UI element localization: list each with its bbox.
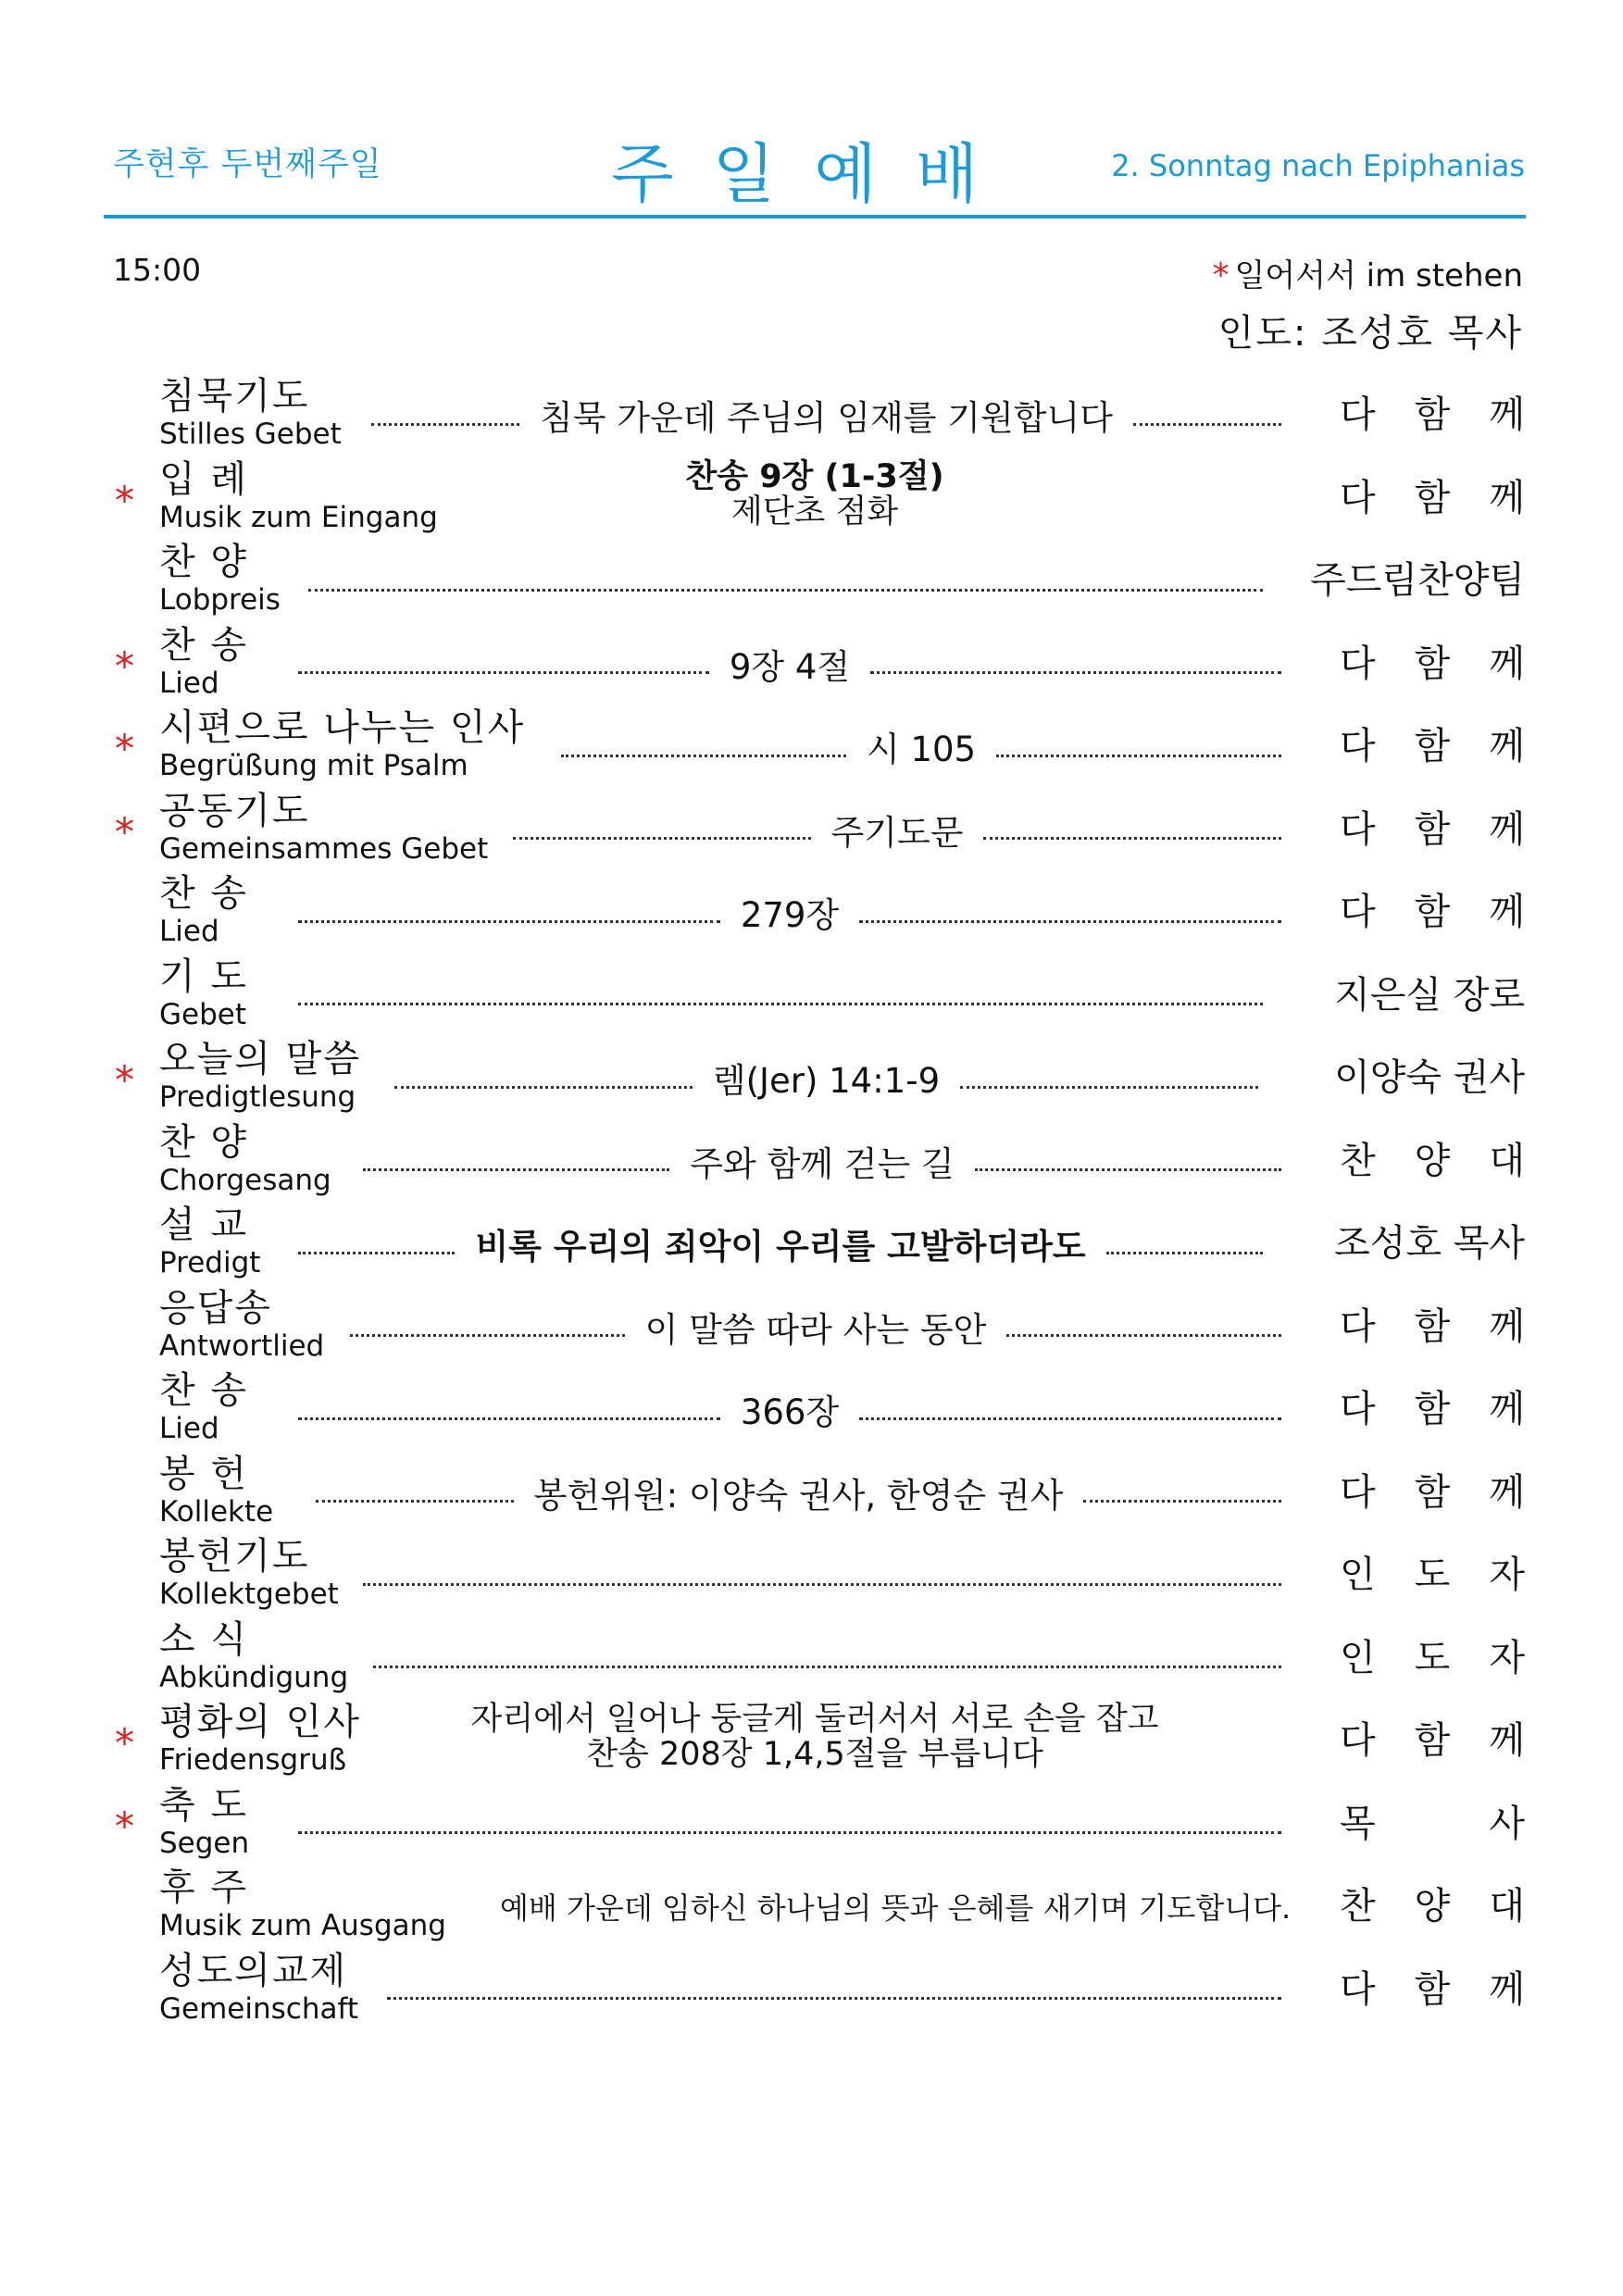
- item-detail-text: 366장: [740, 1392, 840, 1432]
- item-names: [159, 1037, 361, 1113]
- dot-leader-line: [960, 1067, 1258, 1089]
- item-leader-char: 께: [1489, 725, 1525, 767]
- item-title-german: Stilles Gebet: [159, 418, 342, 451]
- item-leader-char: 함: [1414, 393, 1451, 436]
- item-leader-char: 목: [1340, 1802, 1376, 1845]
- dot-leader-line: [975, 1150, 1281, 1171]
- item-title-german: Lied: [159, 666, 219, 700]
- dot-leader-line: [316, 1481, 514, 1503]
- dot-leader: [507, 807, 1287, 852]
- item-detail-text: 봉헌위원: 이양숙 권사, 한영순 권사: [533, 1475, 1064, 1516]
- item-names: [159, 1452, 273, 1528]
- dot-leader-line: [363, 1565, 1281, 1586]
- item-names: [159, 871, 248, 947]
- item-leader: [1340, 642, 1525, 686]
- item-leader-char: 대: [1489, 1139, 1525, 1182]
- item-leader: [1340, 1304, 1525, 1349]
- item-leader-char: 께: [1489, 476, 1525, 519]
- item-leader-char: 다: [1340, 642, 1376, 685]
- item-title-korean: 찬 양: [159, 1120, 248, 1164]
- stand-asterisk-icon: *: [115, 1720, 134, 1766]
- program-row: [0, 454, 1623, 537]
- program-row: [0, 1282, 1623, 1366]
- item-names: [159, 623, 248, 699]
- item-names: [159, 1120, 331, 1196]
- item-title-german: Predigtlesung: [159, 1080, 356, 1114]
- item-leader: [1340, 476, 1525, 520]
- dot-leader-line: [859, 1399, 1281, 1420]
- item-names: [159, 540, 281, 616]
- dot-leader-line: [298, 984, 1263, 1005]
- dot-leader-line: [350, 1316, 625, 1337]
- dot-leader-line: [996, 736, 1281, 757]
- standing-note-text: 일어서서 im stehen: [1234, 257, 1523, 294]
- dot-leader-line: [298, 902, 720, 923]
- program-row: [0, 702, 1623, 785]
- page-title: 주일예배: [611, 136, 1017, 212]
- dot-leader-line: [298, 1233, 455, 1254]
- item-title-korean: 후 주: [159, 1866, 248, 1909]
- dot-leader-line: [298, 1813, 1281, 1834]
- item-leader-char: 자: [1489, 1636, 1525, 1679]
- dot-leader-line: [1106, 1233, 1263, 1254]
- item-leader-char: 함: [1414, 1304, 1451, 1348]
- item-title-german: Segen: [159, 1826, 250, 1860]
- dot-leader-line: [373, 1647, 1281, 1668]
- item-leader-char: 도: [1414, 1554, 1451, 1596]
- item-leader-char: 찬: [1340, 1885, 1376, 1928]
- item-names: [159, 1534, 339, 1610]
- order-of-service: [0, 370, 1623, 2028]
- item-names: [159, 374, 342, 450]
- item-title-german: Antwortlied: [159, 1329, 325, 1363]
- dot-leader: [293, 1387, 1287, 1431]
- program-row: [0, 1199, 1623, 1282]
- dot-leader: [293, 973, 1268, 1017]
- program-row: [0, 1779, 1623, 1863]
- item-names: [159, 1286, 324, 1362]
- dot-leader: [556, 724, 1287, 768]
- item-leader-char: 다: [1340, 476, 1376, 519]
- item-title-korean: 찬 송: [159, 872, 248, 915]
- stand-asterisk-icon: *: [115, 477, 134, 523]
- item-detail-text: 9장 4절: [729, 646, 851, 687]
- item-leader-char: 께: [1489, 1719, 1525, 1762]
- item-detail-text: 예배 가운데 임하신 하나님의 뜻과 은혜를 새기며 기도합니다.: [500, 1890, 1292, 1926]
- dot-leader-line: [1006, 1316, 1281, 1337]
- dot-leader-line: [1133, 405, 1281, 426]
- item-detail-text: 279장: [740, 895, 840, 935]
- dot-leader-line: [387, 1978, 1281, 2000]
- item-names: [159, 457, 438, 533]
- dot-leader: [368, 1636, 1287, 1680]
- dot-leader-line: [983, 818, 1281, 840]
- item-leader: 주드림찬양팀: [1310, 559, 1525, 602]
- program-row: [0, 1033, 1623, 1117]
- dot-leader-line: [371, 405, 519, 426]
- item-leader-char: 함: [1414, 642, 1451, 685]
- dot-leader: [389, 1055, 1264, 1100]
- item-leader-char: 대: [1489, 1885, 1525, 1928]
- dot-leader-line: [298, 653, 709, 674]
- item-leader-char: 께: [1489, 642, 1525, 685]
- service-leader: 인도: 조성호 목사: [1217, 312, 1523, 355]
- dot-leader: [293, 1802, 1287, 1846]
- item-leader: [1340, 1884, 1525, 1928]
- header-divider: [104, 215, 1526, 218]
- item-names: [159, 1949, 358, 2025]
- item-names: [159, 955, 248, 1030]
- item-leader: [1340, 807, 1525, 852]
- item-leader: 지은실 장로: [1334, 973, 1525, 1017]
- item-leader-char: 함: [1414, 1388, 1451, 1430]
- stand-asterisk-icon: *: [115, 1057, 134, 1103]
- item-title-german: Gebet: [159, 997, 246, 1031]
- dot-leader: [357, 1553, 1287, 1597]
- item-title-german: Kollekte: [159, 1494, 274, 1529]
- item-names: [159, 789, 488, 865]
- dot-leader-line: [394, 1067, 693, 1089]
- item-detail-line: 자리에서 일어나 둥글게 둘러서서 서로 손을 잡고: [470, 1701, 1159, 1738]
- item-detail-text: 주기도문: [830, 812, 964, 853]
- item-title-german: Musik zum Ausgang: [159, 1909, 446, 1942]
- item-leader: [1340, 1553, 1525, 1597]
- item-leader-char: 인: [1340, 1554, 1376, 1596]
- liturgical-week-korean: 주현후 두번째주일: [113, 146, 382, 183]
- item-title-korean: 입 례: [159, 457, 248, 501]
- item-title-korean: 소 식: [159, 1617, 248, 1661]
- dot-leader: [303, 558, 1268, 603]
- liturgical-week-german: 2. Sonntag nach Epiphanias: [1111, 148, 1525, 183]
- item-detail-line: 찬송 9장 (1-3절): [685, 457, 944, 495]
- dot-leader: [344, 1304, 1287, 1349]
- item-leader-char: 양: [1414, 1139, 1451, 1182]
- item-leader-char: 다: [1340, 1388, 1376, 1430]
- item-leader-char: 께: [1489, 393, 1525, 436]
- dot-leader: [293, 890, 1287, 934]
- item-leader-char: 사: [1489, 1802, 1525, 1845]
- item-title-german: Kollektgebet: [159, 1578, 339, 1611]
- dot-leader-line: [513, 818, 811, 840]
- item-leader-char: 양: [1414, 1885, 1451, 1928]
- item-title-korean: 봉 헌: [159, 1452, 248, 1495]
- item-leader: 이양숙 권사: [1334, 1056, 1525, 1099]
- item-title-korean: 기 도: [159, 955, 248, 998]
- item-title-korean: 성도의교제: [159, 1949, 348, 1992]
- item-leader-char: 함: [1414, 1967, 1451, 2011]
- item-leader-char: 께: [1489, 1470, 1525, 1514]
- dot-leader-line: [859, 902, 1281, 923]
- item-leader-char: 함: [1414, 891, 1451, 933]
- item-detail-text: 비록 우리의 죄악이 우리를 고발하더라도: [475, 1227, 1086, 1267]
- item-leader-char: 다: [1340, 1719, 1376, 1762]
- item-leader: [1340, 1636, 1525, 1680]
- dot-leader-line: [308, 570, 1263, 592]
- dot-leader: [293, 642, 1287, 686]
- item-names: [159, 1700, 361, 1776]
- program-row: [0, 1117, 1623, 1200]
- item-title-german: Friedensgruß: [159, 1743, 347, 1777]
- standing-note: [1212, 250, 1523, 295]
- item-leader: [1340, 1802, 1525, 1846]
- item-title-german: Chorgesang: [159, 1163, 331, 1197]
- item-detail-text: 이 말씀 따라 사는 동안: [644, 1309, 987, 1350]
- item-title-korean: 시편으로 나누는 인사: [159, 706, 526, 749]
- item-leader-char: 다: [1340, 1967, 1376, 2011]
- item-leader: [1340, 724, 1525, 768]
- item-leader-char: 도: [1414, 1636, 1451, 1679]
- dot-leader: [366, 393, 1287, 437]
- item-title-korean: 응답송: [159, 1286, 272, 1329]
- item-title-korean: 평화의 인사: [159, 1701, 361, 1743]
- item-title-german: Lied: [159, 1412, 219, 1445]
- dot-leader: [293, 1221, 1268, 1266]
- item-title-german: Predigt: [159, 1246, 261, 1279]
- item-title-korean: 찬 송: [159, 623, 248, 667]
- program-row: [0, 1945, 1623, 2028]
- item-title-korean: 찬 송: [159, 1369, 248, 1412]
- item-detail-text: 침묵 가운데 주님의 임재를 기원합니다: [540, 398, 1113, 438]
- program-row: [0, 1365, 1623, 1448]
- service-time: 15:00: [113, 252, 202, 288]
- dot-leader: [310, 1470, 1287, 1515]
- program-row: [0, 1614, 1623, 1697]
- dot-leader-line: [870, 653, 1281, 674]
- bulletin-header: [0, 0, 1623, 222]
- program-row: [0, 785, 1623, 868]
- item-title-korean: 침묵기도: [159, 375, 310, 418]
- program-row: [0, 370, 1623, 454]
- stand-asterisk-icon: *: [115, 808, 134, 855]
- item-detail-text: 시 105: [866, 730, 977, 769]
- item-title-korean: 축 도: [159, 1783, 248, 1827]
- item-detail-text: 렘(Jer) 14:1-9: [712, 1061, 941, 1101]
- item-leader: [1340, 1718, 1525, 1763]
- stand-asterisk-icon: *: [115, 1803, 134, 1849]
- program-row: [0, 1448, 1623, 1531]
- item-leader-char: 다: [1340, 891, 1376, 933]
- program-row: [0, 536, 1623, 619]
- item-leader-char: 께: [1489, 891, 1525, 933]
- item-leader-char: 함: [1414, 1719, 1451, 1762]
- program-row: [0, 867, 1623, 951]
- item-title-german: Lied: [159, 915, 219, 948]
- item-leader-char: 다: [1340, 807, 1376, 851]
- item-names: [159, 1866, 446, 1941]
- dot-leader-line: [561, 736, 846, 757]
- item-leader-char: 함: [1414, 476, 1451, 519]
- item-leader-char: 다: [1340, 393, 1376, 436]
- item-title-korean: 찬 양: [159, 541, 248, 583]
- item-leader-char: 께: [1489, 1304, 1525, 1348]
- item-title-korean: 봉헌기도: [159, 1535, 310, 1578]
- item-leader: [1340, 1470, 1525, 1515]
- item-leader: 조성호 목사: [1334, 1222, 1525, 1265]
- item-title-german: Gemeinschaft: [159, 1991, 358, 2026]
- item-detail-line: 찬송 208장 1,4,5절을 부릅니다: [586, 1736, 1043, 1773]
- item-leader-char: 다: [1340, 1470, 1376, 1514]
- item-names: [159, 1203, 260, 1279]
- dot-leader: [357, 1139, 1287, 1183]
- item-title-german: Abkündigung: [159, 1660, 349, 1694]
- item-leader-char: 함: [1414, 1470, 1451, 1514]
- item-leader-char: 께: [1489, 1388, 1525, 1430]
- dot-leader-line: [298, 1399, 720, 1420]
- item-leader-char: 자: [1489, 1554, 1525, 1596]
- item-leader-char: 인: [1340, 1636, 1376, 1679]
- dot-leader-line: [1083, 1481, 1281, 1503]
- item-title-korean: 공동기도: [159, 789, 310, 832]
- dot-leader: [381, 1967, 1287, 2012]
- stand-asterisk-icon: *: [115, 726, 134, 771]
- item-detail: [444, 457, 1185, 531]
- program-row: [0, 1530, 1623, 1614]
- stand-asterisk-icon: *: [115, 643, 134, 689]
- program-row: [0, 951, 1623, 1034]
- asterisk-icon: *: [1212, 256, 1230, 294]
- dot-leader-line: [363, 1150, 669, 1171]
- item-detail-line: 제단초 점화: [730, 493, 899, 530]
- item-detail: [444, 1700, 1185, 1774]
- program-row: [0, 1862, 1623, 1945]
- item-leader: [1340, 393, 1525, 437]
- item-names: [159, 705, 525, 781]
- item-leader: [1340, 1387, 1525, 1431]
- item-leader-char: 함: [1414, 807, 1451, 851]
- item-title-korean: 오늘의 말씀: [159, 1038, 361, 1080]
- item-leader: [1340, 1139, 1525, 1183]
- item-detail-text: 주와 함께 걷는 길: [690, 1143, 955, 1184]
- item-leader: [1340, 890, 1525, 934]
- item-title-german: Begrüßung mit Psalm: [159, 749, 468, 782]
- item-detail: [500, 1884, 1296, 1928]
- program-row: [0, 1696, 1623, 1779]
- program-row: [0, 619, 1623, 703]
- item-leader: [1340, 1967, 1525, 2012]
- item-leader-char: 께: [1489, 1967, 1525, 2011]
- item-names: [159, 1783, 249, 1859]
- item-leader-char: 함: [1414, 725, 1451, 767]
- item-names: [159, 1368, 248, 1444]
- item-title-german: Lobpreis: [159, 583, 281, 617]
- item-title-korean: 설 교: [159, 1204, 248, 1246]
- item-leader-char: 다: [1340, 1304, 1376, 1348]
- item-names: [159, 1617, 348, 1693]
- item-leader-char: 께: [1489, 807, 1525, 851]
- item-leader-char: 다: [1340, 725, 1376, 767]
- item-title-german: Gemeinsammes Gebet: [159, 831, 489, 866]
- item-title-german: Musik zum Eingang: [159, 500, 438, 534]
- item-leader-char: 찬: [1340, 1139, 1376, 1182]
